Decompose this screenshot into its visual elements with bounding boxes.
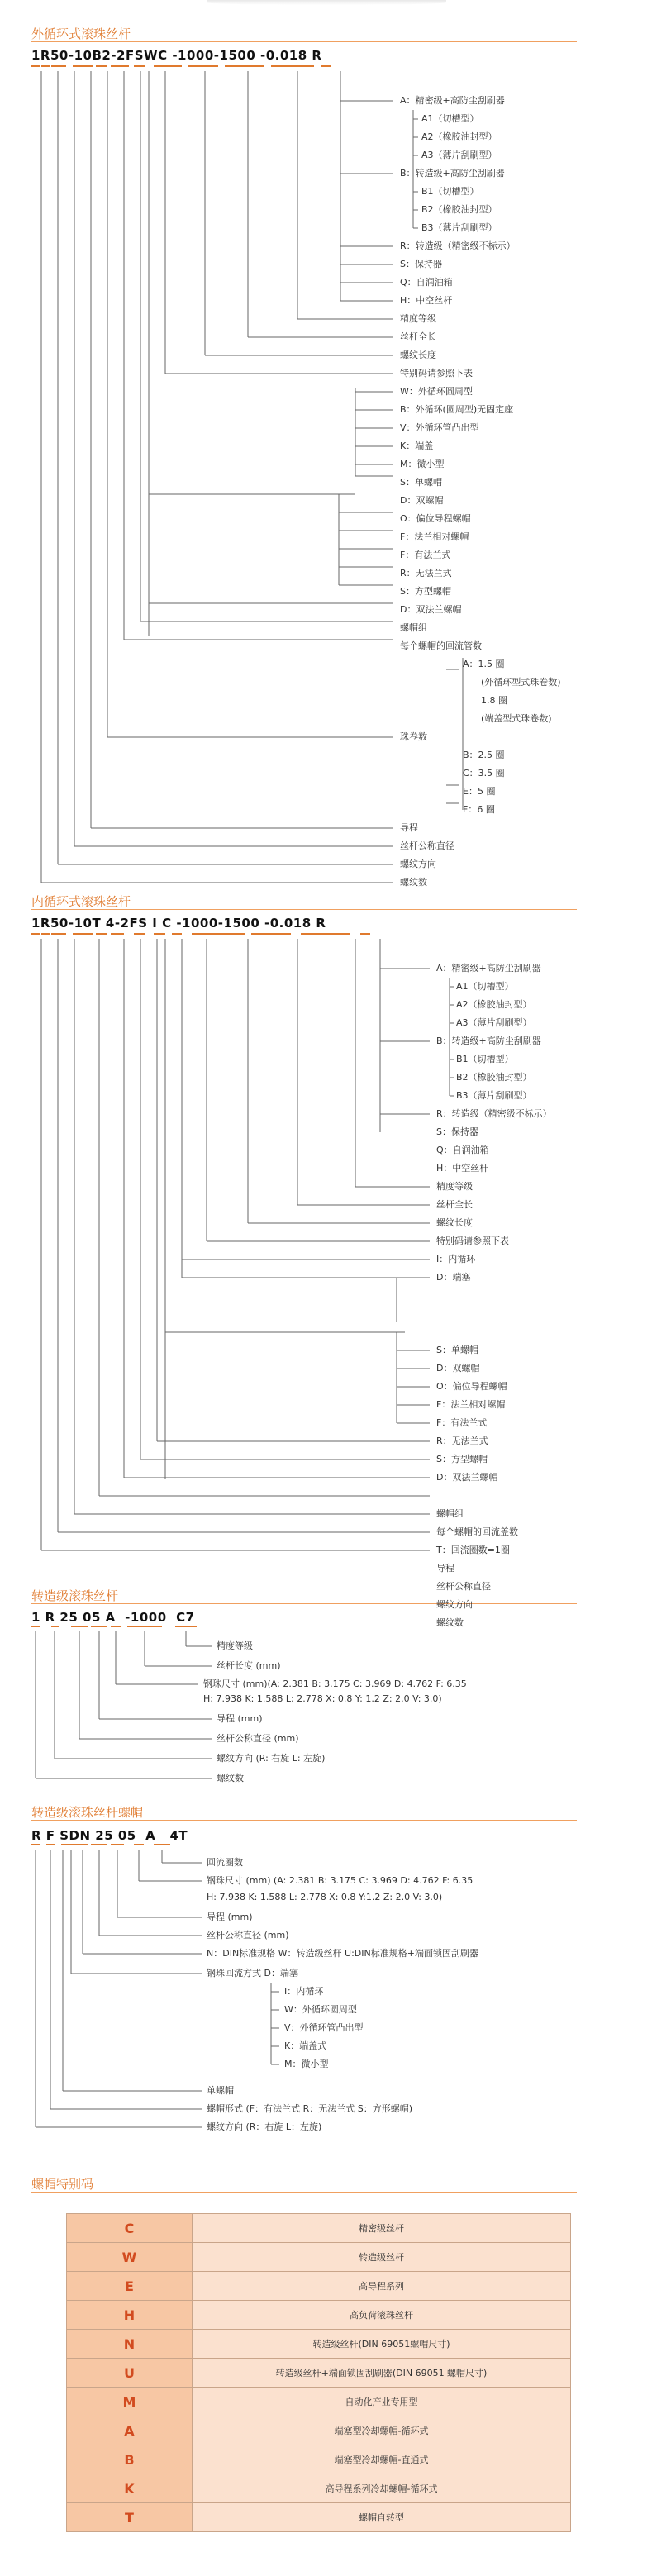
- legend-label: F：有法兰式: [436, 1417, 488, 1428]
- legend-label: I：内循环: [436, 1254, 476, 1264]
- legend-label: T：回流圈数=1圈: [436, 1545, 510, 1555]
- legend-label: H: 7.938 K: 1.588 L: 2.778 X: 0.8 Y: 1.2 Z: 2.0 V: 3.0): [203, 1693, 442, 1704]
- legend-label: 钢珠尺寸 (mm)(A: 2.381 B: 3.175 C: 3.969 D: 4.762 F: 6.35: [203, 1678, 467, 1689]
- legend-label: (外循环型式珠卷数): [481, 677, 561, 688]
- legend-label: B3（薄片刮刷型）: [421, 222, 497, 233]
- legend-label: A2（橡胶油封型）: [456, 999, 532, 1010]
- special-code: M: [67, 2388, 193, 2416]
- legend-label: 精度等级: [436, 1181, 473, 1192]
- legend-label: H：中空丝杆: [400, 295, 453, 306]
- legend-label: W：外循环圆周型: [400, 386, 473, 397]
- legend-label: O：偏位导程螺帽: [436, 1381, 507, 1392]
- legend-label: 每个螺帽的回流管数: [400, 640, 482, 651]
- legend-label: B1（切槽型）: [456, 1054, 514, 1064]
- legend-label: B3（薄片刮刷型）: [456, 1090, 532, 1101]
- legend-label: 丝杆公称直径 (mm): [207, 1930, 289, 1940]
- legend-label: B：转造级+高防尘刮刷器: [436, 1036, 541, 1046]
- legend-label: 钢珠尺寸 (mm) (A: 2.381 B: 3.175 C: 3.969 D: 4.762 F: 6.35: [207, 1875, 474, 1886]
- legend-label: A：精密级+高防尘刮刷器: [400, 95, 505, 106]
- legend-label: W：外循环圆周型: [284, 2004, 357, 2015]
- legend-label: 螺纹数: [436, 1617, 464, 1628]
- legend-label: S：方型螺帽: [400, 586, 451, 597]
- legend-label: A3（薄片刮刷型）: [456, 1017, 532, 1028]
- legend-label: R：转造级（精密级不标示）: [436, 1108, 552, 1119]
- legend-label: 丝杆公称直径 (mm): [217, 1733, 299, 1744]
- legend-label: V：外循环管凸出型: [400, 422, 479, 433]
- legend-label: S：保持器: [400, 259, 442, 269]
- legend-label: 螺纹长度: [400, 350, 436, 360]
- legend-label: 丝杆长度 (mm): [217, 1660, 281, 1671]
- legend-label: C：3.5 圈: [463, 768, 505, 779]
- legend-label: Q：自润油箱: [400, 277, 453, 288]
- special-code-description: 转造级丝杆(DIN 69051螺帽尺寸): [193, 2330, 571, 2359]
- legend-label: F：有法兰式: [400, 550, 451, 560]
- legend-label: H: 7.938 K: 1.588 L: 2.778 X: 0.8 Y:1.2 Z: 2.0 V: 3.0): [207, 1892, 443, 1902]
- legend-label: 单螺帽: [207, 2085, 234, 2096]
- legend-label: B：转造级+高防尘刮刷器: [400, 168, 505, 179]
- special-code-description: 转造级丝杆+端面锁固刮刷器(DIN 69051 螺帽尺寸): [193, 2359, 571, 2388]
- model-code-nut: R F SDN 25 05 A 4T: [31, 1828, 188, 1843]
- legend-label: F：6 圈: [463, 804, 495, 815]
- legend-label: D：端塞: [436, 1272, 471, 1283]
- legend-label: S：单螺帽: [436, 1345, 478, 1355]
- legend-label: I：内循环: [284, 1986, 324, 1997]
- legend-label: 精度等级: [217, 1640, 253, 1651]
- legend-label: R：转造级（精密级不标示）: [400, 240, 516, 251]
- legend-label: B2（橡胶油封型）: [421, 204, 497, 215]
- legend-label: 精度等级: [400, 313, 436, 324]
- legend-label: 导程 (mm): [207, 1912, 253, 1922]
- legend-label: S：单螺帽: [400, 477, 442, 488]
- legend-label: 导程: [400, 822, 418, 833]
- legend-label: F：法兰相对螺帽: [400, 531, 469, 542]
- special-code: T: [67, 2503, 193, 2532]
- legend-label: 螺纹数: [217, 1773, 244, 1783]
- legend-label: 螺纹方向 (R：右旋 L：左旋): [207, 2121, 322, 2132]
- legend-label: 螺纹方向: [436, 1599, 473, 1610]
- special-code-description: 端塞型冷却螺帽-循环式: [193, 2416, 571, 2445]
- section-title-rolled: 转造级滚珠丝杆: [31, 1588, 119, 1603]
- legend-label: A：1.5 圈: [463, 659, 505, 669]
- special-code-description: 精密级丝杆: [193, 2214, 571, 2243]
- legend-label: D：双法兰螺帽: [400, 604, 462, 615]
- legend-label: A1（切槽型）: [456, 981, 514, 992]
- legend-label: D：双螺帽: [436, 1363, 480, 1374]
- special-code-description: 螺帽自转型: [193, 2503, 571, 2532]
- legend-label: R：无法兰式: [436, 1436, 488, 1446]
- model-code-internal: 1R50-10T 4-2FS I C -1000-1500 -0.018 R: [31, 916, 326, 931]
- legend-label: 螺纹长度: [436, 1217, 473, 1228]
- legend-label: F：法兰相对螺帽: [436, 1399, 506, 1410]
- legend-label: K：端盖: [400, 440, 434, 451]
- legend-label: D：双法兰螺帽: [436, 1472, 498, 1483]
- legend-label: 螺帽形式 (F：有法兰式 R：无法兰式 S：方形螺帽): [207, 2103, 413, 2114]
- legend-label: M：微小型: [400, 459, 445, 469]
- legend-label: 螺纹方向: [400, 859, 436, 869]
- legend-label: 导程 (mm): [217, 1713, 263, 1724]
- section-title-special-code: 螺帽特别码: [31, 2177, 94, 2192]
- legend-label: 螺纹方向 (R: 右旋 L: 左旋): [217, 1753, 326, 1764]
- legend-label: D：双螺帽: [400, 495, 444, 506]
- special-code-description: 转造级丝杆: [193, 2243, 571, 2272]
- legend-label: A3（薄片刮刷型）: [421, 150, 497, 160]
- legend-label: A：精密级+高防尘刮刷器: [436, 963, 541, 974]
- legend-label: 丝杆公称直径: [400, 840, 454, 851]
- legend-label: 丝杆全长: [436, 1199, 473, 1210]
- legend-label: 丝杆全长: [400, 331, 436, 342]
- legend-label: 螺帽组: [436, 1508, 464, 1519]
- legend-label: O：偏位导程螺帽: [400, 513, 471, 524]
- special-code: U: [67, 2359, 193, 2388]
- special-code-description: 高导程系列: [193, 2272, 571, 2301]
- legend-label: B1（切槽型）: [421, 186, 479, 197]
- legend-label: 特别码请参照下表: [400, 368, 473, 379]
- legend-label: 珠卷数: [400, 731, 427, 742]
- special-code: B: [67, 2445, 193, 2474]
- model-code-rolled: 1 R 25 05 A -1000 C7: [31, 1610, 195, 1625]
- special-code-description: 高导程系列冷却螺帽-循环式: [193, 2474, 571, 2503]
- special-code: A: [67, 2416, 193, 2445]
- legend-label: 回流圈数: [207, 1857, 243, 1868]
- special-code: H: [67, 2301, 193, 2330]
- legend-label: 每个螺帽的回流盖数: [436, 1526, 518, 1537]
- legend-label: M：微小型: [284, 2059, 329, 2069]
- legend-label: E：5 圈: [463, 786, 496, 797]
- legend-label: B：2.5 圈: [463, 750, 505, 760]
- special-code: W: [67, 2243, 193, 2272]
- section-title-internal: 内循环式滚珠丝杆: [31, 894, 131, 909]
- special-code: C: [67, 2214, 193, 2243]
- legend-label: 导程: [436, 1563, 454, 1574]
- legend-label: 1.8 圈: [481, 695, 507, 706]
- legend-label: S：方型螺帽: [436, 1454, 488, 1464]
- legend-label: 螺纹数: [400, 877, 427, 888]
- model-code-external: 1R50-10B2-2FSWC -1000-1500 -0.018 R: [31, 48, 322, 63]
- section-title-nut: 转造级滚珠丝杆螺帽: [31, 1805, 144, 1820]
- legend-label: A2（橡胶油封型）: [421, 131, 497, 142]
- legend-label: 特别码请参照下表: [436, 1236, 509, 1246]
- legend-label: V：外循环管凸出型: [284, 2022, 364, 2033]
- special-code: N: [67, 2330, 193, 2359]
- legend-label: K：端盖式: [284, 2040, 327, 2051]
- legend-label: 钢珠回流方式 D：端塞: [207, 1968, 298, 1978]
- special-code-description: 自动化产业专用型: [193, 2388, 571, 2416]
- special-code-description: 高负荷滚珠丝杆: [193, 2301, 571, 2330]
- section-title-external: 外循环式滚珠丝杆: [31, 26, 131, 41]
- legend-label: (端盖型式珠卷数): [481, 713, 552, 724]
- legend-label: 丝杆公称直径: [436, 1581, 491, 1592]
- special-code: E: [67, 2272, 193, 2301]
- legend-label: 螺帽组: [400, 622, 427, 633]
- legend-label: Q：自润油箱: [436, 1145, 489, 1155]
- legend-label: N：DIN标准规格 W：转造级丝杆 U:DIN标准规格+端面锁固刮刷器: [207, 1948, 478, 1959]
- legend-label: B2（橡胶油封型）: [456, 1072, 532, 1083]
- legend-label: R：无法兰式: [400, 568, 452, 579]
- legend-label: S：保持器: [436, 1126, 478, 1137]
- legend-label: H：中空丝杆: [436, 1163, 489, 1174]
- legend-label: B：外循环(圆周型)无固定座: [400, 404, 514, 415]
- special-code-description: 端塞型冷却螺帽-直通式: [193, 2445, 571, 2474]
- special-code: K: [67, 2474, 193, 2503]
- legend-label: A1（切槽型）: [421, 113, 479, 124]
